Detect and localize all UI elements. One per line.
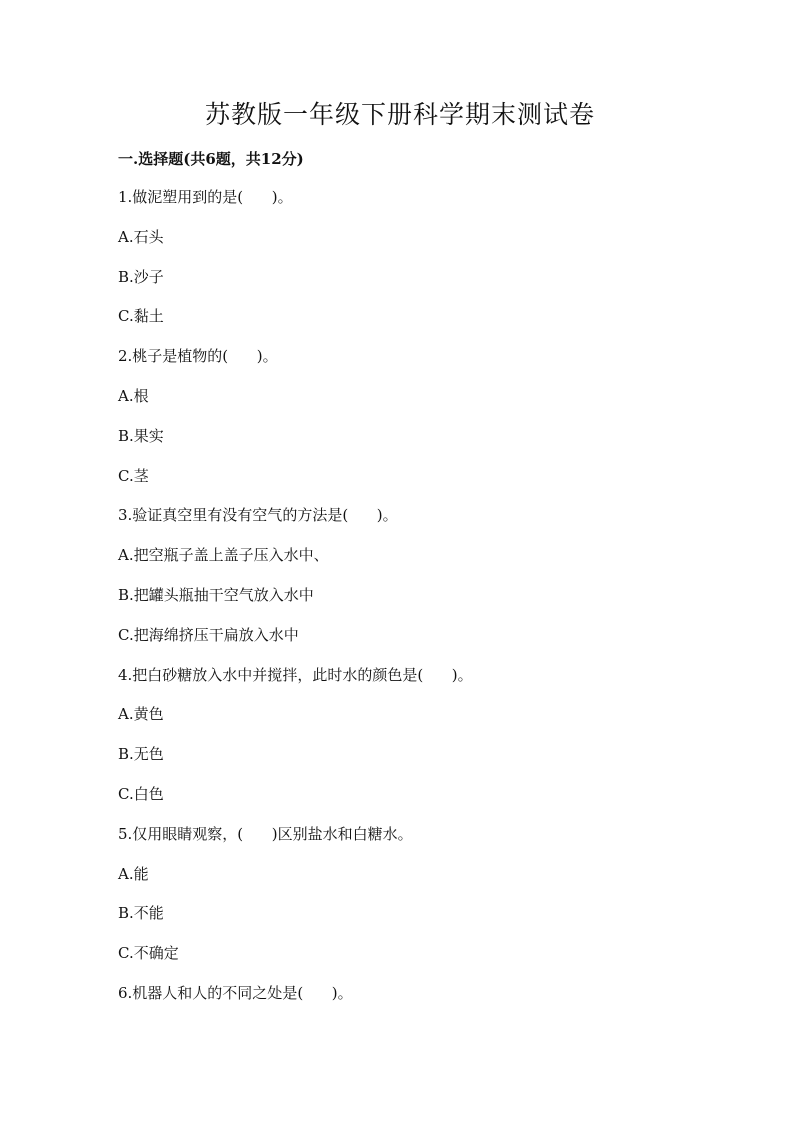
question-4-option-c: C.白色 xyxy=(118,784,164,803)
question-3: 3.验证真空里有没有空气的方法是( )。 xyxy=(118,506,398,525)
question-4-option-b: B.无色 xyxy=(118,745,164,764)
question-3-option-b: B.把罐头瓶抽干空气放入水中 xyxy=(118,585,314,604)
page-title: 苏教版一年级下册科学期末测试卷 xyxy=(204,100,595,129)
question-1-option-a: A.石头 xyxy=(118,227,164,246)
question-5-option-a: A.能 xyxy=(118,864,149,883)
question-1: 1.做泥塑用到的是( )。 xyxy=(118,188,293,206)
question-2: 2.桃子是植物的( )。 xyxy=(118,347,278,366)
question-4-option-a: A.黄色 xyxy=(118,705,164,724)
question-5-option-c: C.不确定 xyxy=(118,944,179,963)
question-list xyxy=(118,185,473,1021)
question-2-option-c: C.茎 xyxy=(118,466,149,485)
question-2-option-b: B.果实 xyxy=(118,426,164,445)
section-heading: 一.选择题(共6题，共12分) xyxy=(118,150,304,168)
question-1-option-c: C.黏土 xyxy=(118,307,164,326)
question-4: 4.把白砂糖放入水中并搅拌，此时水的颜色是( )。 xyxy=(118,665,473,684)
question-6: 6.机器人和人的不同之处是( )。 xyxy=(118,983,353,1002)
question-2-option-a: A.根 xyxy=(118,386,149,405)
question-1-option-b: B.沙子 xyxy=(118,267,164,286)
question-3-option-c: C.把海绵挤压干扁放入水中 xyxy=(118,625,299,644)
question-3-option-a: A.把空瓶子盖上盖子压入水中、 xyxy=(118,546,329,565)
question-5: 5.仅用眼睛观察，( )区别盐水和白糖水。 xyxy=(118,824,413,843)
question-5-option-b: B.不能 xyxy=(118,904,164,923)
